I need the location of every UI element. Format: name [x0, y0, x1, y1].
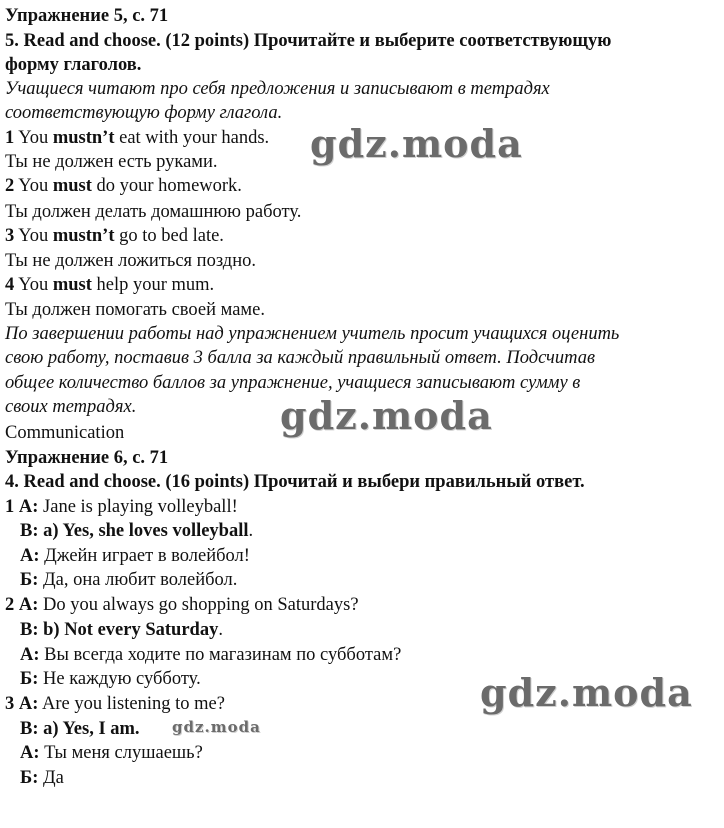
watermark-2: gdz.moda: [280, 393, 493, 438]
exercise-5-instruction: Учащиеся читают про себя предложения и записывают в тетрадях: [5, 79, 550, 99]
watermark-4: gdz.moda: [172, 718, 261, 736]
dialog-3-question-translation: А: Ты меня слушаешь?: [20, 743, 203, 763]
exercise-5-instruction-cont: соответствующую форму глагола.: [5, 103, 283, 123]
answer-4-translation: Ты должен помогать своей маме.: [5, 300, 265, 320]
watermark-3: gdz.moda: [480, 670, 693, 715]
dialog-2-answer-translation: Б: Не каждую субботу.: [20, 669, 201, 689]
grading-note-line-1: По завершении работы над упражнением учитель просит учащихся оценить: [5, 324, 620, 344]
dialog-1-question-translation: А: Джейн играет в волейбол!: [20, 546, 250, 566]
exercise-6-title: Упражнение 6, с. 71: [5, 448, 169, 468]
grading-note-line-4: своих тетрадях.: [5, 397, 137, 417]
dialog-1-answer-translation: Б: Да, она любит волейбол.: [20, 570, 238, 590]
section-heading: Communication: [5, 423, 125, 443]
dialog-3-answer-translation: Б: Да: [20, 768, 64, 788]
answer-4-verb: must: [52, 275, 92, 295]
grading-note-line-3: общее количество баллов за упражнение, учащиеся записывают сумму в: [5, 373, 581, 393]
answer-2: 2 You must do your homework.: [5, 176, 242, 196]
dialog-3-answer: B: a) Yes, I am.: [20, 719, 140, 739]
answer-1: 1 You mustn’t eat with your hands.: [5, 128, 270, 148]
answer-1-verb: mustn’t: [52, 128, 115, 148]
exercise-5-task: 5. Read and choose. (12 points) Прочитайте и выберите соответствующую: [5, 31, 612, 51]
dialog-2-question: 2 A: Do you always go shopping on Saturdays?: [5, 595, 359, 615]
dialog-2-question-translation: А: Вы всегда ходите по магазинам по субботам?: [20, 645, 402, 665]
answer-2-verb: must: [52, 176, 92, 196]
answer-3: 3 You mustn’t go to bed late.: [5, 226, 224, 246]
exercise-5-task-cont: форму глаголов.: [5, 55, 142, 75]
dialog-3-question: 3 A: Are you listening to me?: [5, 694, 225, 714]
answer-2-translation: Ты должен делать домашнюю работу.: [5, 202, 302, 222]
answer-3-verb: mustn’t: [52, 226, 115, 246]
answer-4: 4 You must help your mum.: [5, 275, 215, 295]
grading-note-line-2: свою работу, поставив 3 балла за каждый правильный ответ. Подсчитав: [5, 348, 595, 368]
exercise-5-title: Упражнение 5, с. 71: [5, 6, 169, 26]
answer-1-translation: Ты не должен есть руками.: [5, 152, 218, 172]
watermark-1: gdz.moda: [310, 121, 523, 166]
exercise-6-task: 4. Read and choose. (16 points) Прочитай и выбери правильный ответ.: [5, 472, 585, 492]
dialog-1-question: 1 A: Jane is playing volleyball!: [5, 497, 238, 517]
dialog-1-answer: B: a) Yes, she loves volleyball.: [20, 521, 254, 541]
dialog-2-answer: B: b) Not every Saturday.: [20, 620, 223, 640]
answer-3-translation: Ты не должен ложиться поздно.: [5, 251, 256, 271]
